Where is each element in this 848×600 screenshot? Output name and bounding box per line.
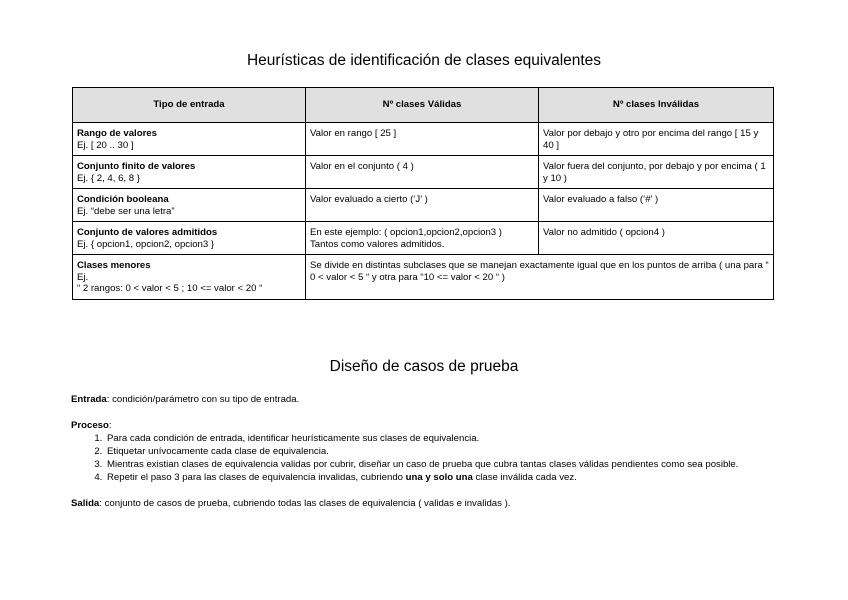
test-design-section xyxy=(71,393,781,510)
header-valid-classes: Nº clases Válidas xyxy=(306,88,539,123)
proceso-heading xyxy=(71,419,781,432)
input-type-example: Ej. { opcion1, opcion2, opcion3 } xyxy=(77,238,215,250)
table-row xyxy=(73,189,774,222)
valid-class-cell xyxy=(306,222,539,255)
step4-text: Repetir el paso 3 para las clases de equivalencia invalidas, cubriendo xyxy=(107,472,406,483)
input-type-example: Ej. [ 20 .. 30 ] xyxy=(77,139,134,151)
heuristics-table xyxy=(72,87,774,300)
input-type-example: Ej. { 2, 4, 6, 8 } xyxy=(77,172,140,184)
salida-label: Salida xyxy=(71,498,100,509)
table-row xyxy=(73,123,774,156)
process-steps-list xyxy=(71,432,781,484)
merged-class-cell: Se divide en distintas subclases que se manejan exactamente igual que en los puntos de arriba ( una para “ 0 < valor < 5 “ y otra para “10 <= valor < 20 “ ) xyxy=(306,255,774,300)
list-item: 2. Etiquetar unívocamente cada clase de equivalencia. xyxy=(105,445,781,458)
invalid-class-cell: Valor fuera del conjunto, por debajo y por encima ( 1 y 10 ) xyxy=(539,156,774,189)
input-type-cell xyxy=(73,123,306,156)
input-type-cell xyxy=(73,156,306,189)
input-type-label: Conjunto de valores admitidos xyxy=(77,227,218,238)
list-item xyxy=(105,471,781,484)
input-type-label: Clases menores xyxy=(77,260,151,271)
proceso-colon: : xyxy=(108,420,112,431)
input-type-example: “ 2 rangos: 0 < valor < 5 ; 10 <= valor < 20 “ xyxy=(77,283,263,294)
invalid-class-cell: Valor no admitido ( opcion4 ) xyxy=(539,222,774,255)
table-row xyxy=(73,156,774,189)
valid-class-cell: Valor en el conjunto ( 4 ) xyxy=(306,156,539,189)
header-invalid-classes: Nº clases Inválidas xyxy=(539,88,774,123)
invalid-class-cell: Valor por debajo y otro por encima del rango [ 15 y 40 ] xyxy=(539,123,774,156)
input-type-label: Rango de valores xyxy=(77,128,157,139)
step4-emphasis: una y solo una xyxy=(405,472,473,483)
page-title: Heurísticas de identificación de clases equivalentes xyxy=(246,52,602,69)
list-item: 1. Para cada condición de entrada, identificar heurísticamente sus clases de equivalencia. xyxy=(105,432,781,445)
input-type-label: Conjunto finito de valores xyxy=(77,161,196,172)
valid-class-cell: Valor evaluado a cierto (‘J’ ) xyxy=(306,189,539,222)
valid-class-line: En este ejemplo: ( opcion1,opcion2,opcion3 ) xyxy=(310,227,502,238)
header-input-type: Tipo de entrada xyxy=(73,88,306,123)
table-header-row xyxy=(73,88,774,123)
table-row xyxy=(73,222,774,255)
salida-text: : conjunto de casos de prueba, cubriendo todas las clases de equivalencia ( validas e invalidas ). xyxy=(99,498,511,509)
input-type-example: Ej. “debe ser una letra” xyxy=(77,205,175,217)
input-type-cell xyxy=(73,222,306,255)
entrada-paragraph xyxy=(71,393,781,406)
input-type-example: Ej. xyxy=(77,271,89,283)
input-type-cell xyxy=(73,255,306,300)
section-title: Diseño de casos de prueba xyxy=(329,358,519,375)
table-row xyxy=(73,255,774,300)
entrada-text: : condición/parámetro con su tipo de entrada. xyxy=(106,394,300,405)
salida-paragraph xyxy=(71,497,781,510)
invalid-class-cell: Valor evaluado a falso (‘#’ ) xyxy=(539,189,774,222)
input-type-cell xyxy=(73,189,306,222)
list-item: 3. Mientras existian clases de equivalencia validas por cubrir, diseñar un caso de prueba que cubra tantas clases válidas pendientes como sea posible. xyxy=(105,458,781,471)
input-type-label: Condición booleana xyxy=(77,194,169,205)
proceso-label: Proceso xyxy=(71,420,109,431)
valid-class-cell: Valor en rango [ 25 ] xyxy=(306,123,539,156)
valid-class-line: Tantos como valores admitidos. xyxy=(310,238,445,250)
entrada-label: Entrada xyxy=(71,394,107,405)
step4-text-end: clase inválida cada vez. xyxy=(472,472,577,483)
